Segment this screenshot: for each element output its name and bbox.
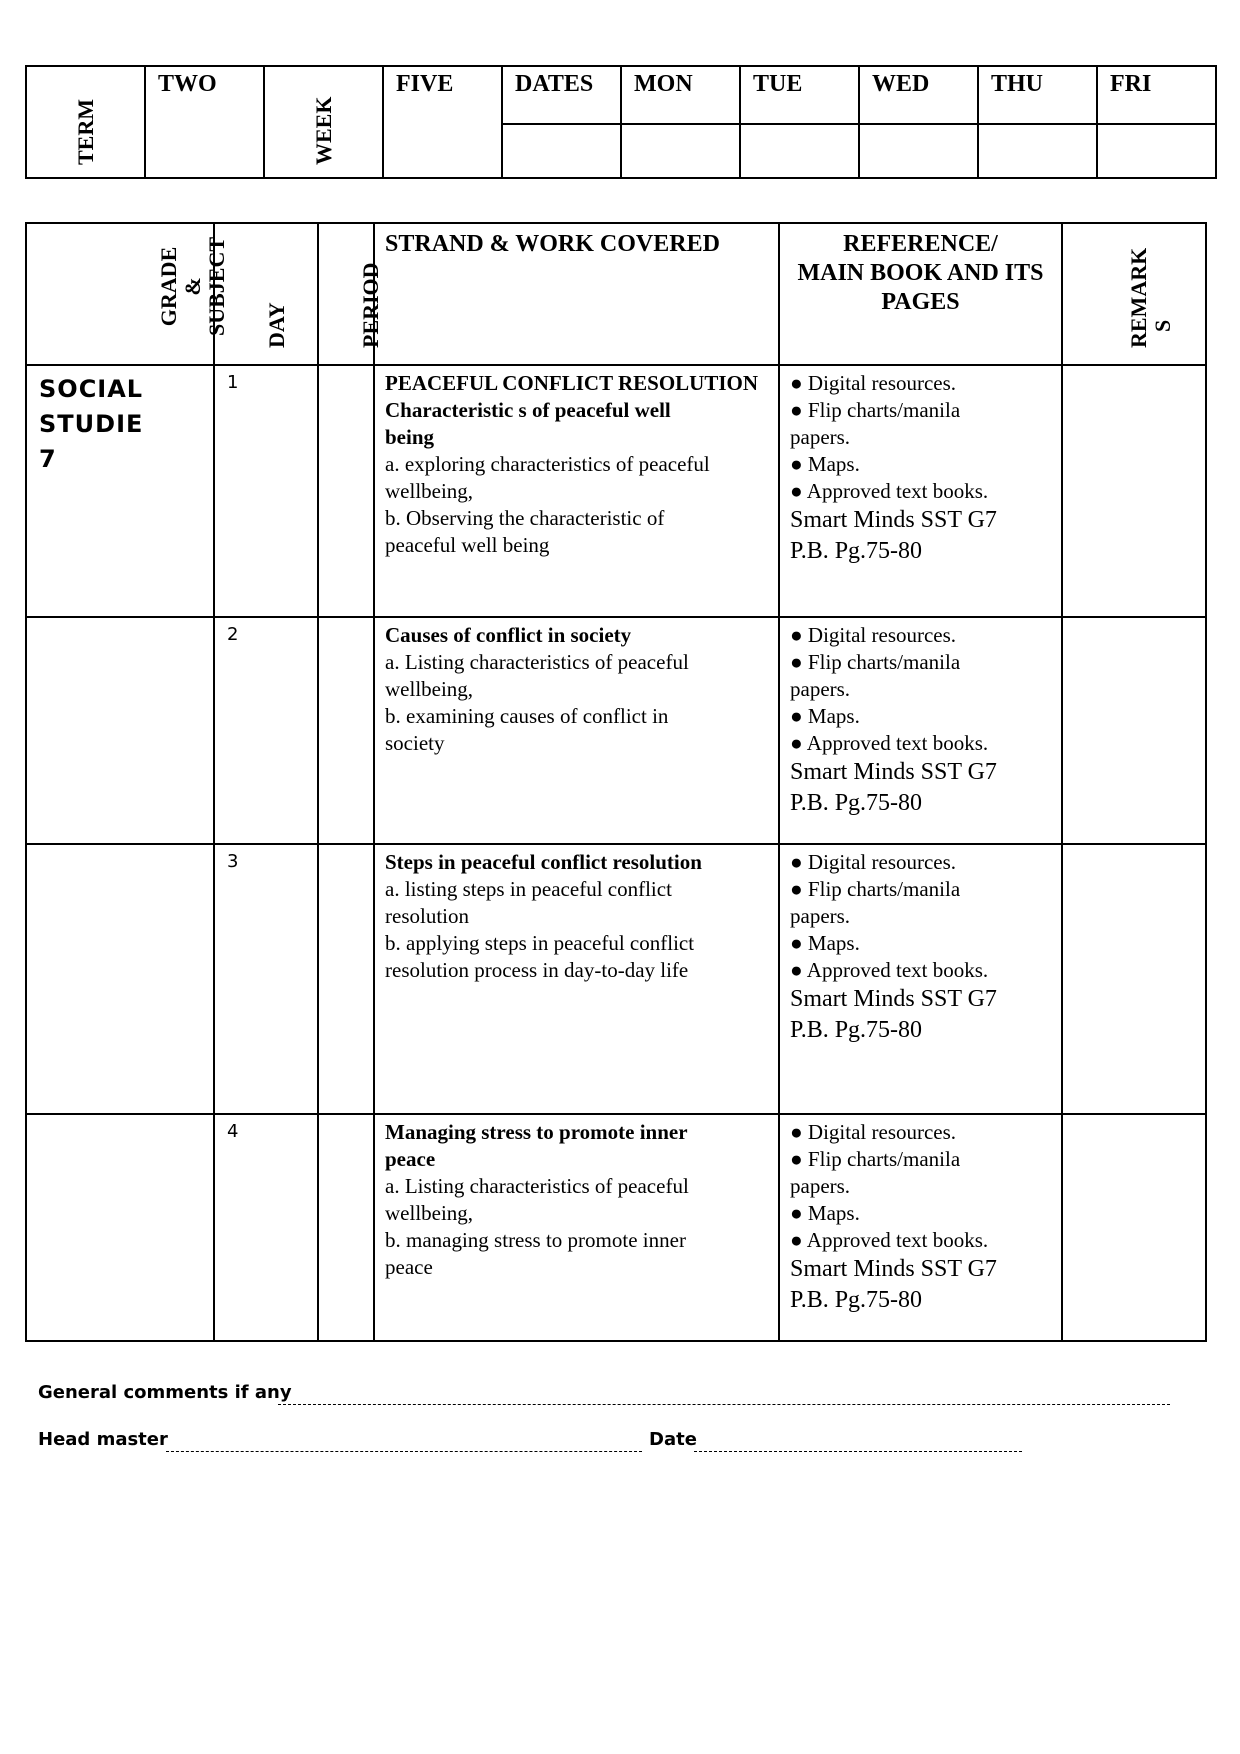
subject-cell <box>26 844 214 1114</box>
strand-title: PEACEFUL CONFLICT RESOLUTION <box>385 371 759 395</box>
reference-cell <box>779 617 1062 844</box>
strand-line: resolution <box>385 904 469 928</box>
date-cell-mon[interactable] <box>621 124 740 178</box>
date-cell-wed[interactable] <box>859 124 978 178</box>
table-row <box>26 1114 1206 1341</box>
dates-blank-cell[interactable] <box>502 124 621 178</box>
reference-cell <box>779 844 1062 1114</box>
col-reference-label-1: REFERENCE/ <box>843 231 998 257</box>
lesson-plan-table <box>25 222 1207 1342</box>
strand-line: b. applying steps in peaceful conflict <box>385 931 695 955</box>
headmaster-label: Head master <box>38 1429 168 1450</box>
strand-line: wellbeing, <box>385 479 474 503</box>
reference-book: Smart Minds SST G7 <box>790 759 997 785</box>
strand-line: b. managing stress to promote inner <box>385 1228 686 1252</box>
reference-item: papers. <box>790 677 851 701</box>
col-day-label: DAY <box>264 302 289 348</box>
week-label-cell <box>264 66 383 178</box>
date-cell-tue[interactable] <box>740 124 859 178</box>
reference-item: ● Digital resources. <box>790 371 957 395</box>
day-number: 3 <box>214 844 318 1114</box>
day-number: 4 <box>214 1114 318 1341</box>
strand-title: Characteristic s of peaceful well <box>385 398 671 422</box>
reference-item: ● Flip charts/manila <box>790 877 961 901</box>
reference-item: ● Digital resources. <box>790 850 957 874</box>
strand-title: peace <box>385 1147 436 1171</box>
subject-line-2: STUDIE <box>39 410 144 438</box>
col-strand <box>374 223 779 365</box>
col-subject-label: SUBJECT <box>204 236 229 336</box>
remarks-cell[interactable] <box>1062 617 1206 844</box>
date-line[interactable] <box>694 1451 1022 1452</box>
strand-cell <box>374 844 779 1114</box>
strand-title: Managing stress to promote inner <box>385 1120 688 1144</box>
col-grade-label: GRADE <box>156 246 181 327</box>
col-remarks-label-1: REMARK <box>1126 247 1151 348</box>
day-header-mon: MON <box>621 66 740 124</box>
day-header-tue: TUE <box>740 66 859 124</box>
subject-line-1: SOCIAL <box>39 375 144 403</box>
day-number: 2 <box>214 617 318 844</box>
reference-book: Smart Minds SST G7 <box>790 1256 997 1282</box>
strand-line: society <box>385 731 445 755</box>
day-header-wed: WED <box>859 66 978 124</box>
week-value: FIVE <box>383 66 502 178</box>
col-period-label: PERIOD <box>358 262 383 348</box>
strand-title: Steps in peaceful conflict resolution <box>385 850 702 874</box>
reference-item: ● Approved text books. <box>790 1228 989 1252</box>
dates-label: DATES <box>502 66 621 124</box>
remarks-cell[interactable] <box>1062 365 1206 617</box>
strand-title: Causes of conflict in society <box>385 623 632 647</box>
reference-pages: P.B. Pg.75-80 <box>790 538 923 564</box>
reference-item: ● Maps. <box>790 1201 860 1225</box>
reference-item: ● Approved text books. <box>790 731 989 755</box>
reference-book: Smart Minds SST G7 <box>790 986 997 1012</box>
reference-cell <box>779 365 1062 617</box>
col-grade-subject <box>26 223 229 365</box>
strand-cell <box>374 365 779 617</box>
strand-line: b. Observing the characteristic of <box>385 506 665 530</box>
general-comments-label: General comments if any <box>38 1382 292 1403</box>
date-label: Date <box>649 1429 697 1450</box>
subject-line-3: 7 <box>39 445 57 473</box>
period-cell[interactable] <box>318 844 374 1114</box>
strand-cell <box>374 1114 779 1341</box>
strand-title: being <box>385 425 435 449</box>
general-comments-line[interactable] <box>278 1404 1170 1405</box>
table-row <box>26 365 1206 617</box>
term-value: TWO <box>145 66 264 178</box>
reference-item: ● Flip charts/manila <box>790 1147 961 1171</box>
reference-item: ● Approved text books. <box>790 479 989 503</box>
table-row <box>26 617 1206 844</box>
strand-line: peace <box>385 1255 433 1279</box>
reference-pages: P.B. Pg.75-80 <box>790 1017 923 1043</box>
strand-line: b. examining causes of conflict in <box>385 704 669 728</box>
remarks-cell[interactable] <box>1062 844 1206 1114</box>
col-ampersand-label: & <box>180 277 205 296</box>
strand-cell <box>374 617 779 844</box>
col-reference-label-2: MAIN BOOK AND ITS <box>797 260 1044 286</box>
strand-line: a. Listing characteristics of peaceful <box>385 650 689 674</box>
strand-line: a. Listing characteristics of peaceful <box>385 1174 689 1198</box>
date-cell-fri[interactable] <box>1097 124 1216 178</box>
col-remarks <box>1062 223 1206 365</box>
strand-line: a. listing steps in peaceful conflict <box>385 877 672 901</box>
period-cell[interactable] <box>318 617 374 844</box>
reference-item: ● Digital resources. <box>790 623 957 647</box>
reference-item: ● Flip charts/manila <box>790 398 961 422</box>
strand-line: resolution process in day-to-day life <box>385 958 689 982</box>
col-reference-label-3: PAGES <box>881 289 960 315</box>
strand-line: peaceful well being <box>385 533 550 557</box>
header-table <box>25 65 1217 179</box>
term-label-cell <box>26 66 145 178</box>
reference-item: papers. <box>790 1174 851 1198</box>
col-remarks-label-2: S <box>1150 319 1175 332</box>
col-day <box>214 223 318 365</box>
subject-cell <box>26 617 214 844</box>
reference-item: papers. <box>790 425 851 449</box>
date-cell-thu[interactable] <box>978 124 1097 178</box>
reference-item: ● Maps. <box>790 931 860 955</box>
reference-pages: P.B. Pg.75-80 <box>790 1287 923 1313</box>
subject-cell <box>26 1114 214 1341</box>
reference-item: ● Maps. <box>790 452 860 476</box>
day-header-thu: THU <box>978 66 1097 124</box>
reference-item: ● Maps. <box>790 704 860 728</box>
reference-item: ● Flip charts/manila <box>790 650 961 674</box>
reference-item: ● Approved text books. <box>790 958 989 982</box>
strand-line: a. exploring characteristics of peaceful <box>385 452 710 476</box>
remarks-cell[interactable] <box>1062 1114 1206 1341</box>
term-label: TERM <box>72 99 98 165</box>
day-header-fri: FRI <box>1097 66 1216 124</box>
reference-pages: P.B. Pg.75-80 <box>790 790 923 816</box>
col-strand-label: STRAND & WORK COVERED <box>385 231 720 257</box>
col-reference <box>779 223 1062 365</box>
col-period <box>318 223 383 365</box>
subject-cell <box>26 365 214 617</box>
week-label: WEEK <box>310 96 336 165</box>
strand-line: wellbeing, <box>385 1201 474 1225</box>
reference-item: papers. <box>790 904 851 928</box>
period-cell[interactable] <box>318 365 374 617</box>
day-number: 1 <box>214 365 318 617</box>
headmaster-signature-line[interactable] <box>166 1451 642 1452</box>
reference-cell <box>779 1114 1062 1341</box>
period-cell[interactable] <box>318 1114 374 1341</box>
strand-line: wellbeing, <box>385 677 474 701</box>
table-row <box>26 844 1206 1114</box>
reference-item: ● Digital resources. <box>790 1120 957 1144</box>
reference-book: Smart Minds SST G7 <box>790 507 997 533</box>
